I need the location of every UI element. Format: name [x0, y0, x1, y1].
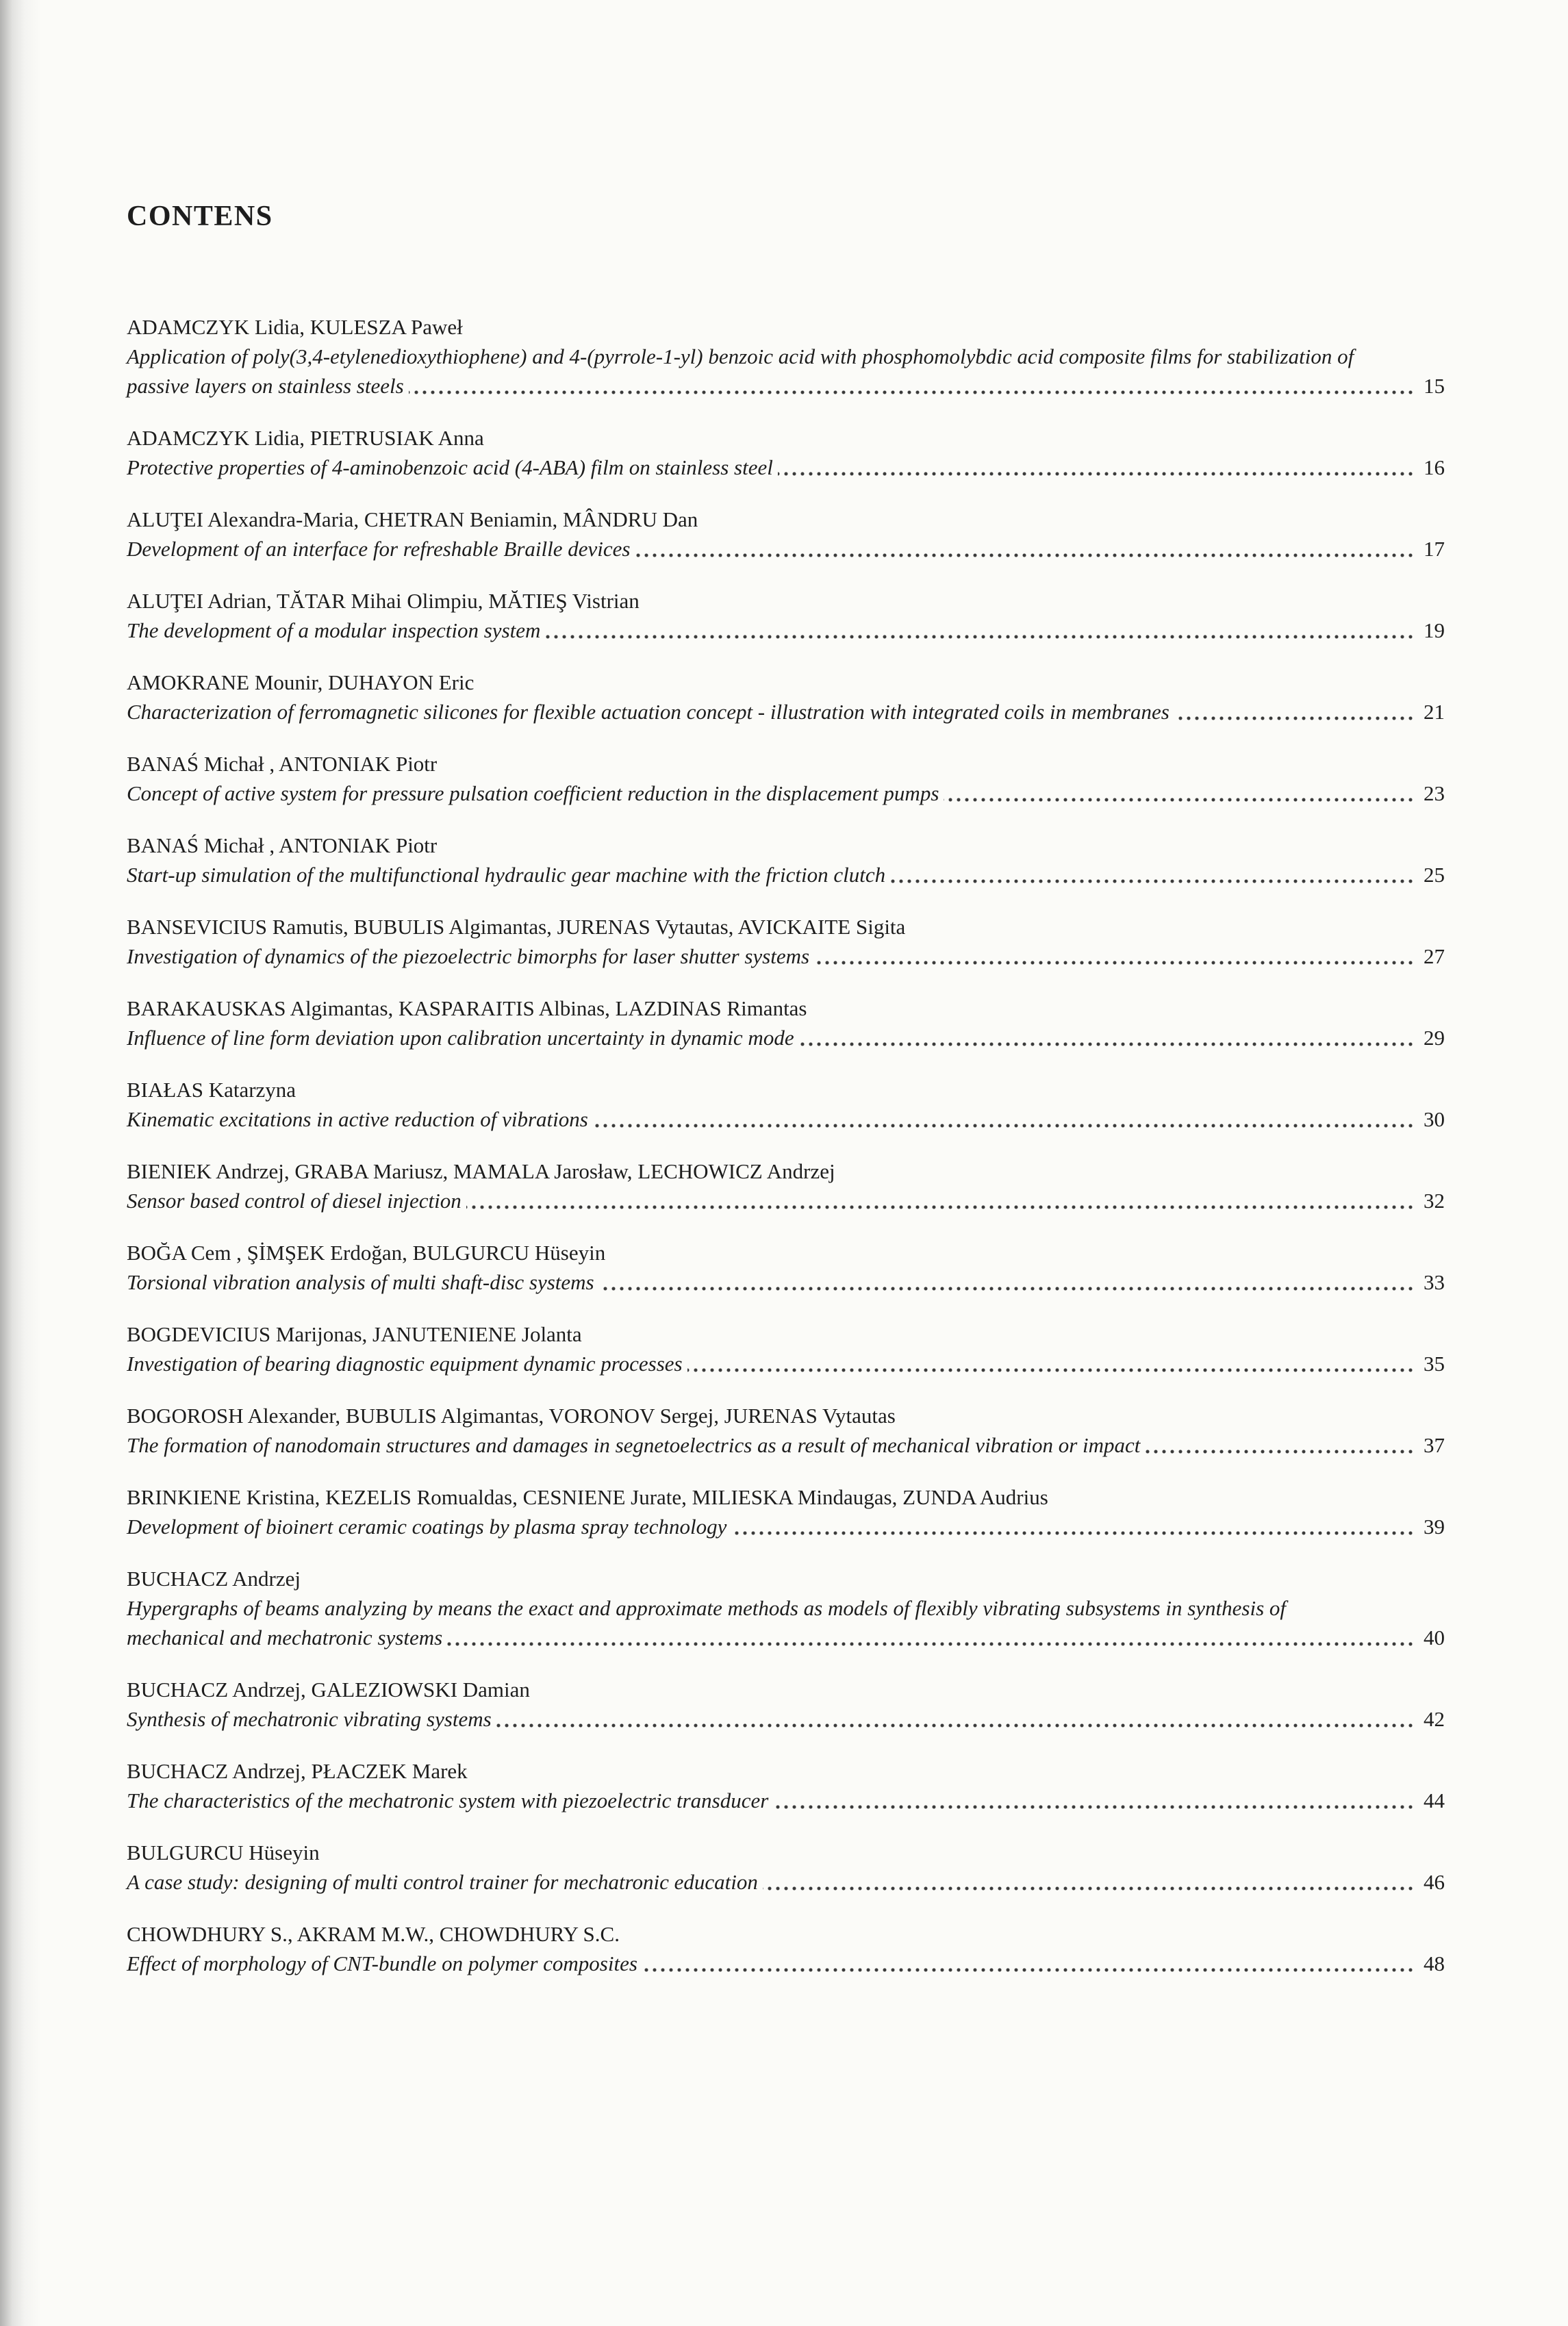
entry-title-line — [127, 1512, 1445, 1541]
toc-entry — [127, 668, 1445, 726]
entry-authors: BOĞA Cem , ŞİMŞEK Erdoğan, BULGURCU Hüseyin — [127, 1241, 606, 1265]
entry-title: The characteristics of the mechatronic system with piezoelectric transducer — [127, 1788, 773, 1812]
entry-authors: BOGDEVICIUS Marijonas, JANUTENIENE Jolanta — [127, 1322, 582, 1346]
entry-page-number: 16 — [1415, 453, 1445, 482]
entry-title-line — [127, 616, 1445, 645]
entry-title-line — [127, 941, 1445, 971]
entry-title-line — [127, 534, 1445, 564]
entry-title: Synthesis of mechatronic vibrating systems — [127, 1707, 496, 1731]
toc-entry — [127, 1482, 1445, 1541]
entry-authors: BOGOROSH Alexander, BUBULIS Algimantas, VORONOV Sergej, JURENAS Vytautas — [127, 1404, 896, 1428]
toc-entry — [127, 586, 1445, 645]
toc-entry — [127, 1838, 1445, 1897]
toc-entry — [127, 1756, 1445, 1815]
page-title: CONTENS — [127, 201, 273, 232]
entry-authors: BANAŚ Michał , ANTONIAK Piotr — [127, 833, 438, 857]
entry-authors: BUCHACZ Andrzej, GALEZIOWSKI Damian — [127, 1678, 530, 1702]
entry-title: Development of bioinert ceramic coatings by plasma spray technology — [127, 1515, 731, 1539]
entry-title-line — [127, 1430, 1445, 1460]
entry-title: Investigation of dynamics of the piezoelectric bimorphs for laser shutter systems — [127, 944, 814, 968]
toc-entry — [127, 1238, 1445, 1297]
entry-title-line — [127, 1593, 1445, 1652]
entry-page-number: 15 — [1415, 371, 1445, 401]
toc-list — [127, 312, 1445, 1978]
entry-title: Effect of morphology of CNT-bundle on polymer composites — [127, 1951, 642, 1975]
toc-entry — [127, 423, 1445, 482]
toc-entry — [127, 1401, 1445, 1460]
entry-page-number: 32 — [1415, 1186, 1445, 1215]
content-area — [127, 0, 1445, 2001]
entry-title-line — [127, 1349, 1445, 1378]
entry-page-number: 27 — [1415, 941, 1445, 971]
entry-title: A case study: designing of multi control trainer for mechatronic education — [127, 1870, 763, 1894]
entry-page-number: 30 — [1415, 1104, 1445, 1134]
entry-authors: AMOKRANE Mounir, DUHAYON Eric — [127, 670, 475, 694]
entry-title: Hypergraphs of beams analyzing by means the exact and approximate methods as models of flexibly vibrating subsystems in synthesis of mechanical and mechatronic systems — [127, 1596, 1286, 1649]
toc-entry — [127, 912, 1445, 971]
toc-entry — [127, 1564, 1445, 1652]
entry-title: Influence of line form deviation upon calibration uncertainty in dynamic mode — [127, 1026, 799, 1050]
entry-authors: BARAKAUSKAS Algimantas, KASPARAITIS Albinas, LAZDINAS Rimantas — [127, 996, 807, 1020]
entry-authors: BANAŚ Michał , ANTONIAK Piotr — [127, 752, 438, 776]
scan-edge-shadow — [0, 0, 41, 2326]
entry-title: The formation of nanodomain structures and damages in segnetoelectrics as a result of mechanical vibration or impact — [127, 1433, 1145, 1457]
entry-authors: ALUŢEI Alexandra-Maria, CHETRAN Beniamin, MÂNDRU Dan — [127, 507, 698, 531]
entry-page-number: 44 — [1415, 1786, 1445, 1815]
entry-title-line — [127, 1104, 1445, 1134]
entry-page-number: 37 — [1415, 1430, 1445, 1460]
entry-authors: BANSEVICIUS Ramutis, BUBULIS Algimantas, JURENAS Vytautas, AVICKAITE Sigita — [127, 915, 906, 939]
entry-title: Application of poly(3,4-etylenedioxythiophene) and 4-(pyrrole-1-yl) benzoic acid with phosphomolybdic acid composite films for stabilization of passive layers on stainless steels — [127, 344, 1354, 398]
entry-title: The development of a modular inspection system — [127, 618, 545, 642]
toc-entry — [127, 831, 1445, 889]
entry-title-line — [127, 697, 1445, 726]
entry-authors: ALUŢEI Adrian, TĂTAR Mihai Olimpiu, MĂTIEŞ Vistrian — [127, 589, 640, 613]
entry-title-line — [127, 1867, 1445, 1897]
entry-page-number: 35 — [1415, 1349, 1445, 1378]
entry-title-line — [127, 1786, 1445, 1815]
entry-title-line — [127, 1186, 1445, 1215]
entry-page-number: 48 — [1415, 1949, 1445, 1978]
entry-page-number: 40 — [1415, 1623, 1445, 1652]
entry-title-line — [127, 779, 1445, 808]
entry-title: Sensor based control of diesel injection — [127, 1189, 466, 1213]
toc-entry — [127, 1319, 1445, 1378]
entry-title: Protective properties of 4-aminobenzoic acid (4-ABA) film on stainless steel — [127, 455, 778, 479]
toc-entry — [127, 312, 1445, 401]
entry-title-line — [127, 1704, 1445, 1734]
entry-page-number: 19 — [1415, 616, 1445, 645]
entry-page-number: 33 — [1415, 1267, 1445, 1297]
entry-authors: BUCHACZ Andrzej — [127, 1567, 301, 1591]
entry-page-number: 23 — [1415, 779, 1445, 808]
entry-authors: BUCHACZ Andrzej, PŁACZEK Marek — [127, 1759, 468, 1783]
entry-title-line — [127, 1023, 1445, 1052]
toc-entry — [127, 1675, 1445, 1734]
entry-page-number: 21 — [1415, 697, 1445, 726]
entry-page-number: 29 — [1415, 1023, 1445, 1052]
entry-page-number: 46 — [1415, 1867, 1445, 1897]
entry-authors: BIAŁAS Katarzyna — [127, 1078, 296, 1102]
entry-title: Torsional vibration analysis of multi shaft-disc systems — [127, 1270, 599, 1294]
entry-title: Concept of active system for pressure pulsation coefficient reduction in the displacement pumps — [127, 781, 944, 805]
entry-title: Start-up simulation of the multifunctional hydraulic gear machine with the friction clutch — [127, 863, 890, 887]
entry-authors: BIENIEK Andrzej, GRABA Mariusz, MAMALA Jarosław, LECHOWICZ Andrzej — [127, 1159, 835, 1183]
entry-title-line — [127, 860, 1445, 889]
entry-authors: ADAMCZYK Lidia, KULESZA Paweł — [127, 315, 463, 339]
entry-authors: ADAMCZYK Lidia, PIETRUSIAK Anna — [127, 426, 484, 450]
toc-entry — [127, 749, 1445, 808]
entry-authors: BULGURCU Hüseyin — [127, 1841, 320, 1864]
entry-page-number: 25 — [1415, 860, 1445, 889]
entry-title-line — [127, 342, 1445, 401]
entry-page-number: 17 — [1415, 534, 1445, 564]
entry-title: Characterization of ferromagnetic silicones for flexible actuation concept - illustration with integrated coils in membranes — [127, 700, 1174, 724]
entry-authors: CHOWDHURY S., AKRAM M.W., CHOWDHURY S.C. — [127, 1922, 620, 1946]
entry-page-number: 42 — [1415, 1704, 1445, 1734]
entry-title: Kinematic excitations in active reduction of vibrations — [127, 1107, 593, 1131]
entry-title-line — [127, 453, 1445, 482]
entry-authors: BRINKIENE Kristina, KEZELIS Romualdas, CESNIENE Jurate, MILIESKA Mindaugas, ZUNDA Audrius — [127, 1485, 1048, 1509]
entry-title-line — [127, 1267, 1445, 1297]
entry-title: Investigation of bearing diagnostic equipment dynamic processes — [127, 1352, 687, 1376]
entry-page-number: 39 — [1415, 1512, 1445, 1541]
entry-title: Development of an interface for refreshable Braille devices — [127, 537, 635, 561]
toc-entry — [127, 994, 1445, 1052]
toc-entry — [127, 1075, 1445, 1134]
toc-entry — [127, 1156, 1445, 1215]
toc-entry — [127, 1919, 1445, 1978]
toc-entry — [127, 505, 1445, 564]
entry-title-line — [127, 1949, 1445, 1978]
